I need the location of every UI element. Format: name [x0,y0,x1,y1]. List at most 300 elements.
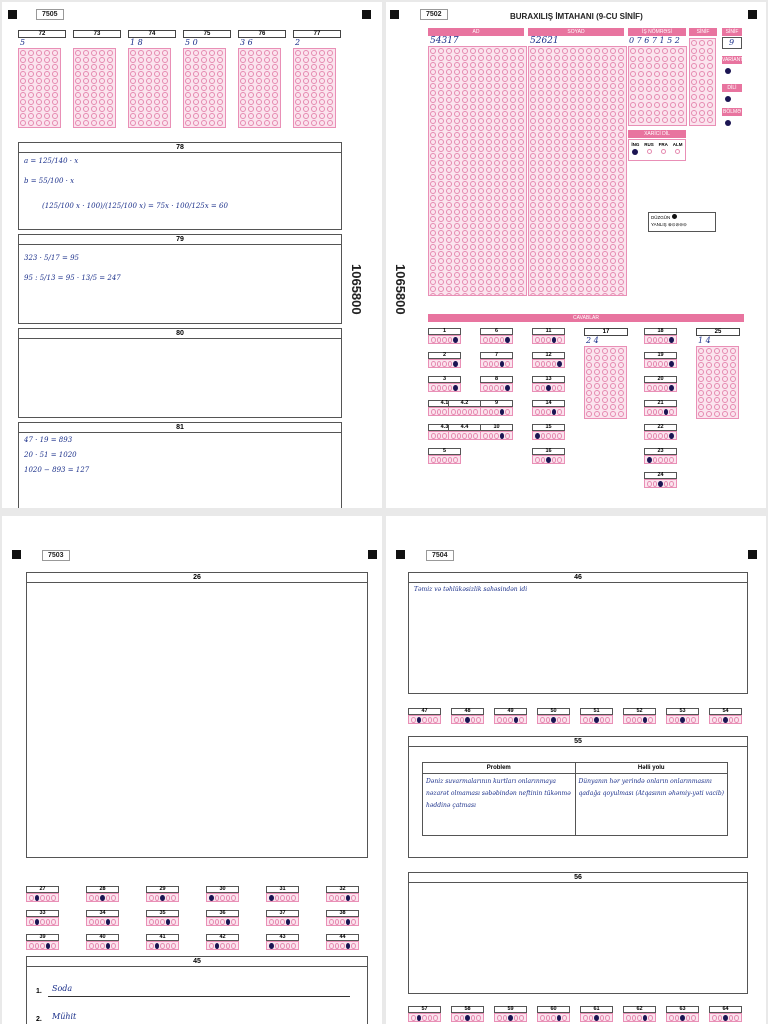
bubble[interactable] [454,230,460,236]
bubble[interactable] [562,132,568,138]
bubble[interactable] [557,337,562,343]
bubble[interactable] [662,63,668,69]
bubble[interactable] [138,113,144,119]
bubble[interactable] [570,279,576,285]
bubble[interactable] [107,99,113,105]
bubble[interactable] [610,188,616,194]
bubble[interactable] [610,376,616,382]
bubble[interactable] [586,209,592,215]
bubble[interactable] [478,279,484,285]
bubble[interactable] [518,286,524,292]
bubble[interactable] [486,244,492,250]
bubble[interactable] [578,48,584,54]
bubble[interactable] [454,174,460,180]
bubble[interactable] [578,139,584,145]
bubble[interactable] [610,195,616,201]
bubble[interactable] [494,104,500,110]
bubble[interactable] [478,272,484,278]
bubble[interactable] [670,71,676,77]
bubble[interactable] [510,153,516,159]
bubble[interactable] [248,64,254,70]
bubble[interactable] [319,106,325,112]
bubble[interactable] [446,181,452,187]
bubble[interactable] [446,230,452,236]
bubble[interactable] [217,71,223,77]
bubble[interactable] [605,1015,610,1021]
bubble[interactable] [670,48,676,54]
bubble[interactable] [193,92,199,98]
bubble[interactable] [518,83,524,89]
bubble[interactable] [654,110,660,116]
bubble[interactable] [454,251,460,257]
bubble[interactable] [691,717,696,723]
bubble[interactable] [162,85,168,91]
bubble[interactable] [36,113,42,119]
bubble[interactable] [594,383,600,389]
bubble[interactable] [462,167,468,173]
bubble[interactable] [562,1015,567,1021]
bubble[interactable] [578,160,584,166]
bubble[interactable] [295,120,301,126]
filled-bubble[interactable] [465,717,470,723]
bubble[interactable] [654,56,660,62]
bubble[interactable] [462,76,468,82]
bubble[interactable] [602,181,608,187]
bubble[interactable] [706,369,712,375]
bubble[interactable] [20,99,26,105]
bubble[interactable] [610,390,616,396]
bubble[interactable] [454,1015,459,1021]
bubble[interactable] [538,202,544,208]
bubble[interactable] [311,85,317,91]
bubble[interactable] [646,71,652,77]
bubble[interactable] [454,188,460,194]
bubble[interactable] [146,92,152,98]
bubble[interactable] [75,78,81,84]
bubble[interactable] [470,265,476,271]
bubble[interactable] [264,85,270,91]
bubble[interactable] [44,113,50,119]
bubble[interactable] [546,195,552,201]
bubble[interactable] [162,50,168,56]
bubble[interactable] [486,223,492,229]
bubble[interactable] [478,104,484,110]
bubble[interactable] [494,209,500,215]
bubble[interactable] [303,92,309,98]
bubble[interactable] [75,85,81,91]
bubble[interactable] [437,361,442,367]
bubble[interactable] [554,293,560,296]
bubble[interactable] [502,293,508,296]
bubble[interactable] [451,433,456,439]
bubble[interactable] [686,1015,691,1021]
bubble[interactable] [106,895,111,901]
bubble[interactable] [295,57,301,63]
bubble[interactable] [201,92,207,98]
bubble[interactable] [630,94,636,100]
bubble[interactable] [446,55,452,61]
bubble[interactable] [714,362,720,368]
bubble[interactable] [454,181,460,187]
bubble[interactable] [670,117,676,123]
bubble[interactable] [610,69,616,75]
bubble[interactable] [462,202,468,208]
bubble[interactable] [535,409,540,415]
bubble[interactable] [706,376,712,382]
filled-bubble[interactable] [669,385,674,391]
filled-bubble[interactable] [35,919,40,925]
bubble[interactable] [201,71,207,77]
bubble[interactable] [138,106,144,112]
bubble[interactable] [329,895,334,901]
bubble[interactable] [431,409,436,415]
bubble[interactable] [562,160,568,166]
bubble[interactable] [422,717,427,723]
bubble[interactable] [602,230,608,236]
bubble[interactable] [275,895,280,901]
bubble[interactable] [486,195,492,201]
bubble[interactable] [438,48,444,54]
bubble[interactable] [602,355,608,361]
bubble[interactable] [454,237,460,243]
bubble[interactable] [562,216,568,222]
bubble[interactable] [610,48,616,54]
bubble[interactable] [220,919,225,925]
bubble[interactable] [430,153,436,159]
bubble[interactable] [646,102,652,108]
bubble[interactable] [162,57,168,63]
bubble[interactable] [510,167,516,173]
bubble[interactable] [706,404,712,410]
bubble[interactable] [570,181,576,187]
bubble[interactable] [707,48,713,54]
bubble[interactable] [272,99,278,105]
bubble[interactable] [562,209,568,215]
bubble[interactable] [29,943,34,949]
bubble[interactable] [470,153,476,159]
bubble[interactable] [497,717,502,723]
filled-bubble[interactable] [594,717,599,723]
bubble[interactable] [610,132,616,138]
bubble[interactable] [706,348,712,354]
bubble[interactable] [478,167,484,173]
bubble[interactable] [653,457,658,463]
bubble[interactable] [438,265,444,271]
bubble[interactable] [20,85,26,91]
bubble[interactable] [518,251,524,257]
bubble[interactable] [618,97,624,103]
bubble[interactable] [646,56,652,62]
bubble[interactable] [518,195,524,201]
bubble[interactable] [28,78,34,84]
bubble[interactable] [541,409,546,415]
bubble[interactable] [562,237,568,243]
bubble[interactable] [610,216,616,222]
bubble[interactable] [538,223,544,229]
filled-bubble[interactable] [723,717,728,723]
bubble[interactable] [483,433,488,439]
bubble[interactable] [586,293,592,296]
bubble[interactable] [154,85,160,91]
bubble[interactable] [154,57,160,63]
bubble[interactable] [654,94,660,100]
bubble[interactable] [518,62,524,68]
bubble[interactable] [162,113,168,119]
bubble[interactable] [610,174,616,180]
bubble[interactable] [586,279,592,285]
bubble[interactable] [502,97,508,103]
bubble[interactable] [562,181,568,187]
bubble[interactable] [494,62,500,68]
bubble[interactable] [670,110,676,116]
filled-bubble[interactable] [346,895,351,901]
bubble[interactable] [462,132,468,138]
bubble[interactable] [500,385,505,391]
bubble[interactable] [162,78,168,84]
bubble[interactable] [272,64,278,70]
bubble[interactable] [583,1015,588,1021]
bubble[interactable] [36,85,42,91]
bubble[interactable] [653,337,658,343]
bubble[interactable] [83,85,89,91]
bubble[interactable] [546,153,552,159]
bubble[interactable] [707,110,713,116]
bubble[interactable] [618,223,624,229]
bubble[interactable] [28,113,34,119]
bubble[interactable] [83,106,89,112]
bubble[interactable] [462,181,468,187]
bubble[interactable] [530,146,536,152]
bubble[interactable] [610,237,616,243]
bubble[interactable] [502,62,508,68]
bubble[interactable] [618,174,624,180]
bubble[interactable] [462,97,468,103]
bubble[interactable] [594,62,600,68]
bubble[interactable] [664,433,669,439]
bubble[interactable] [162,120,168,126]
bubble[interactable] [618,111,624,117]
bubble[interactable] [570,48,576,54]
bubble[interactable] [638,63,644,69]
bubble[interactable] [647,481,652,487]
bubble[interactable] [446,188,452,194]
bubble[interactable] [428,717,433,723]
bubble[interactable] [510,69,516,75]
bubble[interactable] [319,92,325,98]
bubble[interactable] [518,104,524,110]
filled-bubble[interactable] [346,943,351,949]
bubble[interactable] [430,209,436,215]
bubble[interactable] [570,258,576,264]
bubble[interactable] [662,48,668,54]
bubble[interactable] [502,83,508,89]
bubble[interactable] [594,195,600,201]
bubble[interactable] [209,919,214,925]
bubble[interactable] [586,90,592,96]
bubble[interactable] [510,48,516,54]
bubble[interactable] [130,64,136,70]
bubble[interactable] [209,64,215,70]
bubble[interactable] [658,433,663,439]
bubble[interactable] [430,181,436,187]
bubble[interactable] [530,69,536,75]
bubble[interactable] [311,64,317,70]
bubble[interactable] [138,50,144,56]
bubble[interactable] [201,85,207,91]
bubble[interactable] [494,361,499,367]
bubble[interactable] [217,64,223,70]
bubble[interactable] [83,57,89,63]
bubble[interactable] [618,160,624,166]
bubble[interactable] [99,64,105,70]
bubble[interactable] [486,90,492,96]
bubble[interactable] [610,223,616,229]
bubble[interactable] [430,223,436,229]
bubble[interactable] [730,411,736,417]
bubble[interactable] [562,244,568,250]
bubble[interactable] [95,919,100,925]
bubble[interactable] [470,160,476,166]
bubble[interactable] [594,160,600,166]
bubble[interactable] [691,102,697,108]
bubble[interactable] [594,397,600,403]
bubble[interactable] [678,48,684,54]
bubble[interactable] [562,118,568,124]
bubble[interactable] [618,376,624,382]
bubble[interactable] [618,90,624,96]
bubble[interactable] [618,286,624,292]
bubble[interactable] [518,174,524,180]
bubble[interactable] [431,361,436,367]
bubble[interactable] [570,104,576,110]
bubble[interactable] [454,111,460,117]
bubble[interactable] [562,230,568,236]
bubble[interactable] [538,265,544,271]
bubble[interactable] [327,78,333,84]
bubble[interactable] [594,139,600,145]
bubble[interactable] [602,411,608,417]
bubble[interactable] [570,286,576,292]
bubble[interactable] [602,153,608,159]
bubble[interactable] [231,895,236,901]
bubble[interactable] [554,90,560,96]
bubble[interactable] [712,717,717,723]
bubble[interactable] [729,1015,734,1021]
bubble[interactable] [269,919,274,925]
bubble[interactable] [518,97,524,103]
bubble[interactable] [462,265,468,271]
bubble[interactable] [431,457,436,463]
bubble[interactable] [626,1015,631,1021]
bubble[interactable] [36,92,42,98]
bubble[interactable] [510,195,516,201]
bubble[interactable] [146,71,152,77]
bubble[interactable] [530,181,536,187]
bubble[interactable] [89,919,94,925]
bubble[interactable] [502,132,508,138]
bubble[interactable] [327,50,333,56]
bubble[interactable] [630,110,636,116]
filled-bubble[interactable] [106,943,111,949]
bubble[interactable] [107,92,113,98]
bubble[interactable] [40,919,45,925]
bubble[interactable] [706,397,712,403]
bubble[interactable] [327,106,333,112]
bubble[interactable] [264,57,270,63]
bubble[interactable] [138,99,144,105]
bubble[interactable] [570,125,576,131]
bubble[interactable] [319,113,325,119]
bubble[interactable] [311,57,317,63]
bubble[interactable] [618,55,624,61]
bubble[interactable] [594,69,600,75]
bubble[interactable] [99,71,105,77]
bubble[interactable] [502,216,508,222]
bubble[interactable] [28,120,34,126]
bubble[interactable] [562,90,568,96]
bubble[interactable] [446,195,452,201]
bubble[interactable] [706,390,712,396]
bubble[interactable] [442,409,447,415]
bubble[interactable] [149,895,154,901]
bubble[interactable] [602,216,608,222]
bubble[interactable] [438,90,444,96]
bubble[interactable] [470,97,476,103]
bubble[interactable] [638,71,644,77]
bubble[interactable] [486,188,492,194]
bubble[interactable] [494,76,500,82]
bubble[interactable] [91,120,97,126]
bubble[interactable] [570,160,576,166]
bubble[interactable] [626,717,631,723]
bubble[interactable] [478,216,484,222]
bubble[interactable] [678,117,684,123]
bubble[interactable] [610,265,616,271]
bubble[interactable] [730,362,736,368]
bubble[interactable] [478,146,484,152]
bubble[interactable] [618,181,624,187]
bubble[interactable] [722,397,728,403]
bubble[interactable] [510,202,516,208]
bubble[interactable] [462,62,468,68]
bubble[interactable] [546,139,552,145]
bubble[interactable] [630,71,636,77]
bubble[interactable] [478,251,484,257]
bubble[interactable] [678,86,684,92]
bubble[interactable] [546,258,552,264]
bubble[interactable] [602,111,608,117]
bubble[interactable] [28,99,34,105]
bubble[interactable] [530,97,536,103]
bubble[interactable] [538,251,544,257]
bubble[interactable] [44,50,50,56]
bubble[interactable] [327,64,333,70]
bubble[interactable] [530,111,536,117]
bubble[interactable] [594,55,600,61]
bubble[interactable] [28,71,34,77]
bubble[interactable] [494,337,499,343]
bubble[interactable] [630,79,636,85]
bubble[interactable] [430,188,436,194]
bubble[interactable] [654,86,660,92]
bubble[interactable] [535,385,540,391]
bubble[interactable] [303,57,309,63]
bubble[interactable] [530,188,536,194]
bubble[interactable] [618,153,624,159]
bubble[interactable] [438,69,444,75]
filled-bubble[interactable] [209,895,214,901]
bubble[interactable] [494,181,500,187]
